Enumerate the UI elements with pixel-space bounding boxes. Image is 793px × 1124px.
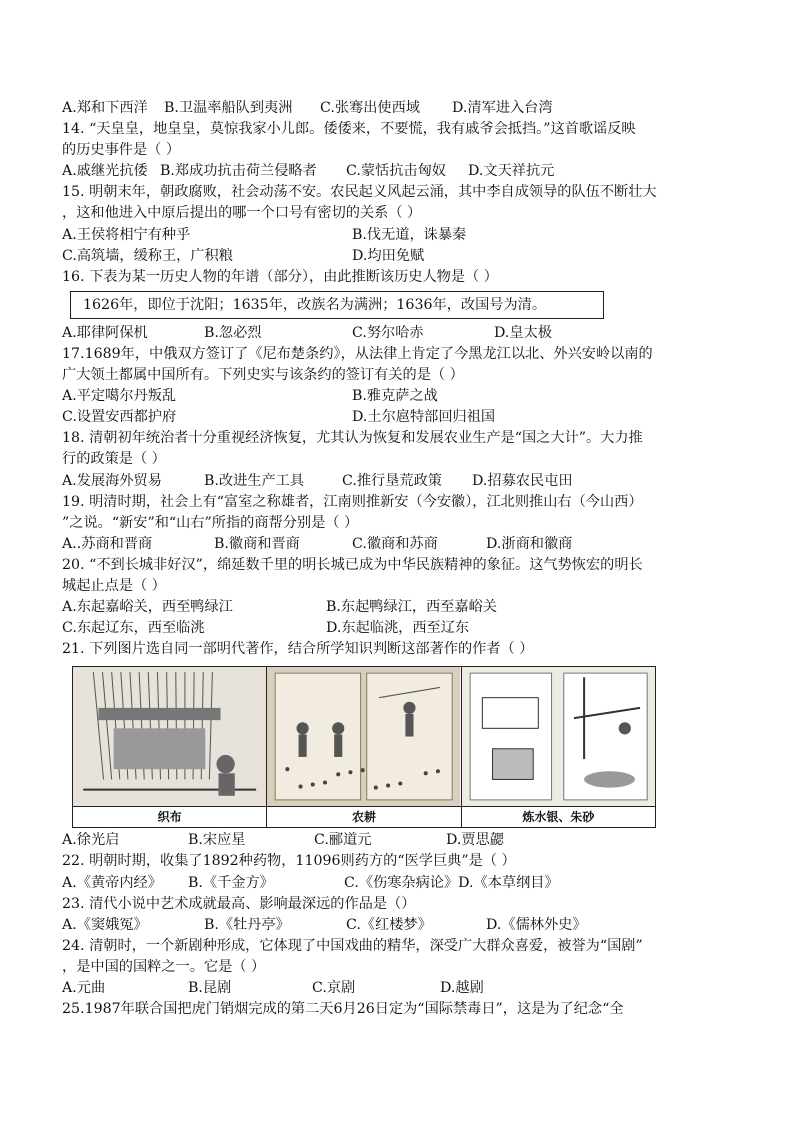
answer-option: C.设置安西都护府 (62, 409, 177, 426)
answer-option: A.平定噶尔丹叛乱 (62, 388, 177, 405)
answer-option: D.土尔扈特部回归祖国 (352, 409, 496, 426)
options-row (62, 246, 742, 267)
question-line: 16. 下表为某一历史人物的年谱（部分），由此推断该历史人物是（ ） (62, 268, 498, 285)
answer-option: A.王侯将相宁有种乎 (62, 226, 191, 243)
illustration-panel (73, 667, 267, 806)
options-row (62, 225, 742, 246)
options-row (62, 597, 742, 618)
answer-option: D.文天祥抗元 (468, 163, 555, 180)
question-line: 21. 下列图片选自同一部明代著作，结合所学知识判断这部著作的作者（ ） (62, 641, 534, 658)
answer-option: A.戚继光抗倭 (62, 163, 148, 180)
question-line: 行的政策是（ ） (62, 451, 166, 468)
question-line: ”之说。“新安”和“山右”所指的商帮分别是（ ） (62, 514, 359, 531)
answer-option: D.皇太极 (494, 324, 552, 341)
answer-option: B.徽商和晋商 (214, 535, 300, 552)
answer-option: A.《窦娥冤》 (62, 916, 148, 933)
illustration-panel (267, 667, 461, 806)
answer-option: A.元曲 (62, 980, 106, 996)
answer-option: B.昆剧 (188, 980, 232, 996)
answer-option: D.东起临洮，西至辽东 (326, 620, 470, 637)
answer-option: C.东起辽东，西至临洮 (62, 620, 205, 637)
answer-option: C.蒙恬抗击匈奴 (346, 163, 446, 180)
answer-option: B.改进生产工具 (204, 472, 305, 489)
answer-option: B.雅克萨之战 (352, 388, 438, 405)
answer-option: C.推行垦荒政策 (342, 472, 442, 489)
answer-option: C.《红楼梦》 (346, 916, 432, 933)
question-line: 17.1689年，中俄双方签订了《尼布楚条约》，从法律上肯定了今黑龙江以北、外兴安岭以南的 (62, 345, 653, 362)
answer-option: B.《牡丹亭》 (204, 916, 290, 933)
answer-option: A.郑和下西洋 (62, 100, 148, 116)
options-row (62, 873, 742, 894)
question-line: 19. 明清时期，社会上有“富室之称雄者，江南则推新安（今安徽），江北则推山右（今山西） (62, 493, 643, 510)
answer-option: D.清军进入台湾 (452, 100, 553, 116)
options-row (62, 323, 742, 344)
options-row (62, 534, 742, 555)
options-row (62, 161, 742, 182)
answer-option: C.《伤寒杂病论》D.《本草纲目》 (344, 874, 559, 891)
options-row (62, 471, 742, 492)
answer-option: C.京剧 (312, 980, 356, 996)
answer-option: C.郦道元 (314, 832, 372, 849)
options-row (62, 98, 742, 119)
answer-option: A.东起嘉峪关，西至鸭绿江 (62, 599, 233, 616)
question-line: ，是中国的国粹之一。它是（ ） (62, 958, 266, 975)
answer-option: A..苏商和晋商 (62, 535, 153, 552)
illustration-caption: 织布 (73, 807, 267, 827)
answer-option: D.贾思勰 (446, 832, 504, 849)
answer-option: B.东起鸭绿江，西至嘉峪关 (326, 599, 497, 616)
answer-option: B.伐无道，诛暴秦 (352, 226, 467, 243)
answer-option: C.努尔哈赤 (352, 324, 424, 341)
answer-option: C.张骞出使西域 (320, 100, 420, 116)
answer-option: D.均田免赋 (352, 247, 425, 264)
question-line: 城起止点是（ ） (62, 577, 166, 594)
answer-option: B.卫温率船队到夷洲 (164, 100, 293, 116)
options-row (62, 407, 742, 428)
options-row (62, 830, 742, 851)
answer-option: A.徐光启 (62, 832, 120, 849)
question-line: 的历史事件是（ ） (62, 142, 181, 159)
illustration-caption: 炼水银、朱砂 (522, 810, 595, 825)
options-row (62, 618, 742, 639)
options-row (62, 386, 742, 407)
chronology-box: 1626年，即位于沈阳；1635年，改族名为满洲；1636年，改国号为清。 (70, 291, 604, 319)
answer-option: C.高筑墙，缓称王，广积粮 (62, 247, 233, 264)
answer-option: D.招募农民屯田 (472, 472, 573, 489)
question-line: 25.1987年联合国把虎门销烟完成的第二天6月26日定为“国际禁毒日”，这是为了纪念“全 (62, 1001, 624, 1018)
exam-page (62, 98, 742, 1020)
answer-option: B.《千金方》 (188, 874, 274, 891)
answer-option: B.忽必烈 (204, 324, 262, 341)
question-line: 18. 清朝初年统治者十分重视经济恢复，尤其认为恢复和发展农业生产是“国之大计”。大力推 (62, 430, 643, 447)
answer-option: A.耶律阿保机 (62, 324, 148, 341)
answer-option: A.《黄帝内经》 (62, 874, 162, 891)
answer-option: D.越剧 (440, 980, 484, 996)
question-line: 广大领土都属中国所有。下列史实与该条约的签订有关的是（ ） (62, 367, 464, 384)
answer-option: A.发展海外贸易 (62, 472, 162, 489)
illustration-panel (462, 667, 655, 806)
answer-option: D.浙商和徽商 (486, 535, 573, 552)
question-line: 23. 清代小说中艺术成就最高、影响最深远的作品是（） (62, 895, 416, 912)
options-row (62, 915, 742, 936)
question-line: 15. 明朝末年，朝政腐败，社会动荡不安。农民起义风起云涌，其中李自成领导的队伍不断壮大 (62, 184, 657, 201)
question-line: 20. “不到长城非好汉”，绵延数千里的明长城已成为中华民族精神的象征。这气势恢宏的明长 (62, 556, 643, 573)
options-row (62, 978, 742, 999)
answer-option: C.徽商和苏商 (352, 535, 438, 552)
question-line: 24. 清朝时，一个新剧种形成，它体现了中国戏曲的精华，深受广大群众喜爱，被誉为“国剧” (62, 937, 643, 954)
question-line: ，这和他进入中原后提出的哪一个口号有密切的关系（ ） (62, 205, 422, 222)
question-line: 14. “天皇皇，地皇皇，莫惊我家小儿郎。倭倭来，不要慌，我有戚爷会抵挡。”这首歌谣反映 (62, 121, 636, 138)
answer-option: B.宋应星 (188, 832, 246, 849)
question-line: 22. 明朝时期，收集了1892种药物，11096则药方的“医学巨典”是（ ） (62, 853, 516, 870)
answer-option: D.《儒林外史》 (486, 916, 587, 933)
answer-option: B.郑成功抗击荷兰侵略者 (160, 163, 317, 180)
illustration-figure (72, 666, 656, 828)
illustration-caption: 农耕 (267, 807, 461, 827)
